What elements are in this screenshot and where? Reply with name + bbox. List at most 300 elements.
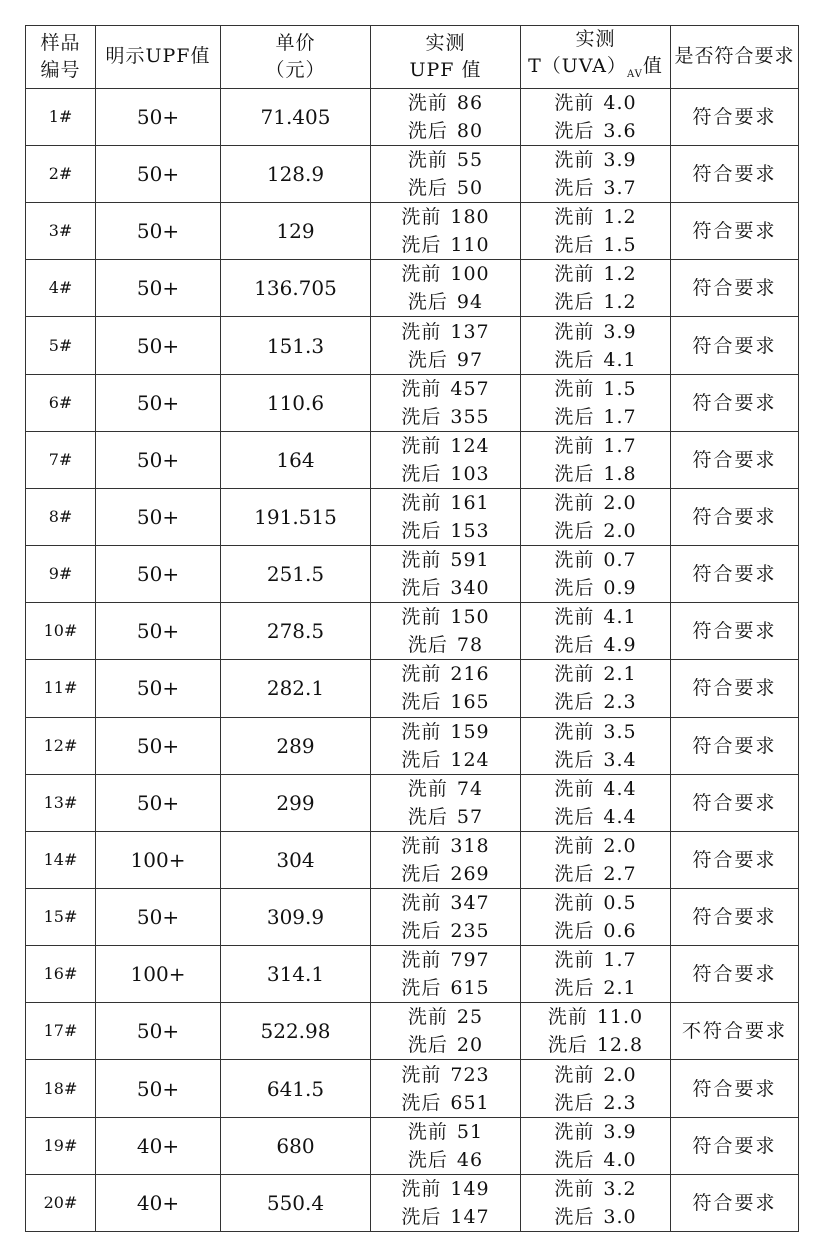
measured-upf-cell (371, 946, 521, 1003)
header-price-line1: 单价 (275, 31, 316, 54)
wash-after-label: 洗后 (554, 805, 595, 828)
measured-upf-cell (371, 660, 521, 717)
sample-no-cell: 8# (26, 488, 96, 545)
wash-before-label: 洗前 (554, 1120, 595, 1143)
tuva-before-line (521, 318, 670, 346)
wash-before-label: 洗前 (554, 1063, 595, 1086)
wash-before-label: 洗前 (401, 263, 442, 286)
table-row (26, 1174, 799, 1231)
sample-no-cell: 6# (26, 374, 96, 431)
header-measured-upf-line2: UPF 值 (409, 58, 482, 81)
sample-no-cell: 5# (26, 317, 96, 374)
measured-upf-cell (371, 603, 521, 660)
measured-upf-cell (371, 374, 521, 431)
table-row (26, 260, 799, 317)
wash-before-label: 洗前 (401, 320, 442, 343)
tuva-before-line (521, 889, 670, 917)
wash-after-label: 洗后 (554, 920, 595, 943)
wash-before-label: 洗前 (554, 720, 595, 743)
upf-after-line (371, 403, 520, 431)
wash-after-label: 洗后 (554, 634, 595, 657)
price-cell: 299 (221, 774, 371, 831)
upf-before-value: 591 (450, 549, 490, 572)
tuva-before-line (521, 146, 670, 174)
header-measured-upf (371, 26, 521, 89)
tuva-before-value: 2.0 (603, 834, 637, 857)
upf-before-line (371, 432, 520, 460)
upf-before-line (371, 718, 520, 746)
measured-upf-cell (371, 88, 521, 145)
upf-after-value: 110 (450, 234, 490, 257)
wash-before-label: 洗前 (554, 434, 595, 457)
table-row (26, 374, 799, 431)
wash-before-label: 洗前 (554, 320, 595, 343)
wash-before-label: 洗前 (407, 1006, 448, 1029)
header-tuva-subscript: AV (626, 68, 643, 80)
tuva-after-line (521, 688, 670, 716)
wash-before-label: 洗前 (401, 892, 442, 915)
wash-after-label: 洗后 (554, 291, 595, 314)
sample-no-cell: 4# (26, 260, 96, 317)
upf-after-line (371, 860, 520, 888)
upf-before-line (371, 660, 520, 688)
upf-after-value: 153 (450, 519, 490, 542)
wash-before-label: 洗前 (401, 377, 442, 400)
price-cell: 251.5 (221, 546, 371, 603)
measured-tuva-cell (521, 1174, 671, 1231)
header-sample-no (26, 26, 96, 89)
tuva-after-line (521, 746, 670, 774)
table-row (26, 203, 799, 260)
tuva-after-line (521, 1089, 670, 1117)
upf-after-value: 147 (450, 1205, 490, 1228)
tuva-after-value: 3.7 (603, 177, 637, 200)
upf-before-value: 457 (450, 377, 490, 400)
label-upf-cell: 50+ (96, 88, 221, 145)
tuva-before-line (521, 89, 670, 117)
table-row (26, 946, 799, 1003)
label-upf-cell: 50+ (96, 717, 221, 774)
tuva-before-value: 11.0 (596, 1006, 644, 1029)
wash-after-label: 洗后 (554, 462, 595, 485)
tuva-before-value: 2.0 (603, 491, 637, 514)
upf-before-line (371, 1118, 520, 1146)
upf-after-line (371, 346, 520, 374)
result-cell: 符合要求 (671, 603, 799, 660)
tuva-before-line (521, 432, 670, 460)
tuva-after-value: 3.4 (603, 748, 637, 771)
upf-after-value: 615 (450, 977, 490, 1000)
upf-before-line (371, 1175, 520, 1203)
wash-before-label: 洗前 (554, 606, 595, 629)
upf-before-value: 137 (450, 320, 490, 343)
wash-after-label: 洗后 (401, 920, 442, 943)
upf-after-value: 20 (456, 1034, 484, 1057)
result-cell: 符合要求 (671, 488, 799, 545)
price-cell: 304 (221, 831, 371, 888)
upf-before-value: 216 (450, 663, 490, 686)
wash-after-label: 洗后 (554, 748, 595, 771)
tuva-after-value: 4.0 (603, 1148, 637, 1171)
sample-no-cell: 18# (26, 1060, 96, 1117)
measured-upf-cell (371, 1117, 521, 1174)
tuva-after-line (521, 917, 670, 945)
wash-after-label: 洗后 (401, 862, 442, 885)
table-row (26, 431, 799, 488)
upf-after-value: 124 (450, 748, 490, 771)
result-cell: 符合要求 (671, 546, 799, 603)
upf-before-value: 723 (450, 1063, 490, 1086)
tuva-after-value: 12.8 (596, 1034, 644, 1057)
wash-after-label: 洗后 (407, 348, 448, 371)
upf-before-line (371, 89, 520, 117)
wash-before-label: 洗前 (407, 777, 448, 800)
tuva-before-value: 2.1 (603, 663, 637, 686)
upf-after-line (371, 746, 520, 774)
wash-before-label: 洗前 (401, 549, 442, 572)
upf-after-value: 235 (450, 920, 490, 943)
tuva-after-value: 1.2 (603, 291, 637, 314)
price-cell: 71.405 (221, 88, 371, 145)
result-cell: 符合要求 (671, 374, 799, 431)
table-row (26, 774, 799, 831)
tuva-after-value: 2.3 (603, 691, 637, 714)
price-cell: 282.1 (221, 660, 371, 717)
wash-after-label: 洗后 (554, 1091, 595, 1114)
upf-before-line (371, 889, 520, 917)
upf-after-line (371, 231, 520, 259)
wash-after-label: 洗后 (554, 234, 595, 257)
upf-after-value: 57 (456, 805, 484, 828)
upf-after-line (371, 1203, 520, 1231)
tuva-after-value: 1.7 (603, 405, 637, 428)
measured-upf-cell (371, 717, 521, 774)
result-cell: 符合要求 (671, 1174, 799, 1231)
price-cell: 278.5 (221, 603, 371, 660)
upf-before-value: 347 (450, 892, 490, 915)
upf-before-value: 100 (450, 263, 490, 286)
wash-before-label: 洗前 (407, 149, 448, 172)
result-cell: 符合要求 (671, 145, 799, 202)
wash-before-label: 洗前 (401, 491, 442, 514)
tuva-before-line (521, 203, 670, 231)
wash-after-label: 洗后 (401, 577, 442, 600)
result-cell: 符合要求 (671, 1117, 799, 1174)
upf-before-value: 124 (450, 434, 490, 457)
tuva-after-value: 4.4 (603, 805, 637, 828)
result-cell: 符合要求 (671, 88, 799, 145)
tuva-before-line (521, 375, 670, 403)
wash-before-label: 洗前 (554, 377, 595, 400)
upf-before-line (371, 375, 520, 403)
tuva-after-value: 4.1 (603, 348, 637, 371)
tuva-after-value: 4.9 (603, 634, 637, 657)
upf-before-line (371, 775, 520, 803)
wash-before-label: 洗前 (547, 1006, 588, 1029)
result-cell: 符合要求 (671, 1060, 799, 1117)
label-upf-cell: 50+ (96, 374, 221, 431)
measured-tuva-cell (521, 1003, 671, 1060)
measured-upf-cell (371, 431, 521, 488)
wash-after-label: 洗后 (554, 1148, 595, 1171)
label-upf-cell: 50+ (96, 1003, 221, 1060)
measured-tuva-cell (521, 488, 671, 545)
result-cell: 符合要求 (671, 888, 799, 945)
price-cell: 129 (221, 203, 371, 260)
tuva-after-line (521, 288, 670, 316)
tuva-before-value: 0.5 (603, 892, 637, 915)
measured-tuva-cell (521, 260, 671, 317)
wash-before-label: 洗前 (407, 91, 448, 114)
tuva-after-line (521, 803, 670, 831)
wash-before-label: 洗前 (554, 149, 595, 172)
label-upf-cell: 50+ (96, 888, 221, 945)
result-cell: 符合要求 (671, 946, 799, 1003)
wash-after-label: 洗后 (407, 119, 448, 142)
measured-upf-cell (371, 546, 521, 603)
price-cell: 680 (221, 1117, 371, 1174)
upf-before-line (371, 1003, 520, 1031)
wash-before-label: 洗前 (401, 1177, 442, 1200)
wash-before-label: 洗前 (401, 606, 442, 629)
wash-before-label: 洗前 (554, 834, 595, 857)
measured-tuva-cell (521, 774, 671, 831)
label-upf-cell: 50+ (96, 546, 221, 603)
tuva-after-value: 1.5 (603, 234, 637, 257)
tuva-before-value: 3.9 (603, 149, 637, 172)
table-row (26, 1117, 799, 1174)
table-row (26, 603, 799, 660)
table-row (26, 831, 799, 888)
table-row (26, 717, 799, 774)
price-cell: 128.9 (221, 145, 371, 202)
tuva-before-value: 1.2 (603, 263, 637, 286)
measured-upf-cell (371, 1174, 521, 1231)
upf-after-line (371, 288, 520, 316)
tuva-before-line (521, 660, 670, 688)
tuva-before-line (521, 1175, 670, 1203)
tuva-before-line (521, 546, 670, 574)
tuva-before-value: 3.2 (603, 1177, 637, 1200)
result-cell: 符合要求 (671, 203, 799, 260)
wash-after-label: 洗后 (554, 862, 595, 885)
table-row (26, 546, 799, 603)
tuva-before-value: 2.0 (603, 1063, 637, 1086)
measured-upf-cell (371, 317, 521, 374)
wash-before-label: 洗前 (401, 949, 442, 972)
wash-after-label: 洗后 (554, 691, 595, 714)
upf-after-value: 80 (456, 119, 484, 142)
table-row (26, 488, 799, 545)
wash-after-label: 洗后 (554, 1205, 595, 1228)
label-upf-cell: 50+ (96, 660, 221, 717)
header-measured-tuva (521, 26, 671, 89)
tuva-after-line (521, 231, 670, 259)
sample-no-cell: 9# (26, 546, 96, 603)
upf-after-value: 269 (450, 862, 490, 885)
header-row (26, 26, 799, 89)
upf-after-value: 165 (450, 691, 490, 714)
table-row (26, 145, 799, 202)
upf-before-line (371, 318, 520, 346)
price-cell: 289 (221, 717, 371, 774)
wash-after-label: 洗后 (554, 519, 595, 542)
price-cell: 151.3 (221, 317, 371, 374)
price-cell: 110.6 (221, 374, 371, 431)
wash-after-label: 洗后 (407, 1034, 448, 1057)
table-row (26, 888, 799, 945)
tuva-after-line (521, 1146, 670, 1174)
tuva-before-line (521, 489, 670, 517)
tuva-after-line (521, 974, 670, 1002)
measured-upf-cell (371, 1060, 521, 1117)
price-cell: 522.98 (221, 1003, 371, 1060)
wash-before-label: 洗前 (554, 206, 595, 229)
wash-before-label: 洗前 (554, 91, 595, 114)
upf-before-value: 25 (456, 1006, 484, 1029)
price-cell: 550.4 (221, 1174, 371, 1231)
wash-before-label: 洗前 (554, 263, 595, 286)
tuva-before-value: 0.7 (603, 549, 637, 572)
wash-after-label: 洗后 (407, 1148, 448, 1171)
tuva-after-value: 2.0 (603, 519, 637, 542)
upf-test-results-table (25, 25, 799, 1232)
upf-after-line (371, 631, 520, 659)
sample-no-cell: 3# (26, 203, 96, 260)
upf-after-line (371, 974, 520, 1002)
result-cell: 符合要求 (671, 831, 799, 888)
measured-tuva-cell (521, 831, 671, 888)
tuva-after-line (521, 403, 670, 431)
measured-tuva-cell (521, 374, 671, 431)
upf-before-value: 74 (456, 777, 484, 800)
sample-no-cell: 15# (26, 888, 96, 945)
upf-after-value: 46 (456, 1148, 484, 1171)
upf-after-line (371, 1089, 520, 1117)
header-result: 是否符合要求 (671, 26, 799, 89)
tuva-before-value: 4.4 (603, 777, 637, 800)
upf-before-value: 86 (456, 91, 484, 114)
upf-before-value: 150 (450, 606, 490, 629)
wash-before-label: 洗前 (554, 892, 595, 915)
upf-after-line (371, 574, 520, 602)
label-upf-cell: 50+ (96, 431, 221, 488)
measured-tuva-cell (521, 88, 671, 145)
upf-after-line (371, 1146, 520, 1174)
measured-tuva-cell (521, 888, 671, 945)
wash-after-label: 洗后 (407, 805, 448, 828)
price-cell: 314.1 (221, 946, 371, 1003)
upf-after-line (371, 117, 520, 145)
sample-no-cell: 13# (26, 774, 96, 831)
table-row (26, 1003, 799, 1060)
upf-before-value: 797 (450, 949, 490, 972)
measured-tuva-cell (521, 145, 671, 202)
label-upf-cell: 50+ (96, 774, 221, 831)
label-upf-cell: 50+ (96, 603, 221, 660)
table-row (26, 317, 799, 374)
label-upf-cell: 40+ (96, 1174, 221, 1231)
measured-upf-cell (371, 203, 521, 260)
wash-before-label: 洗前 (401, 663, 442, 686)
price-cell: 136.705 (221, 260, 371, 317)
tuva-after-value: 2.1 (603, 977, 637, 1000)
tuva-after-value: 2.3 (603, 1091, 637, 1114)
tuva-after-line (521, 1031, 670, 1059)
tuva-before-line (521, 260, 670, 288)
label-upf-cell: 50+ (96, 145, 221, 202)
tuva-after-line (521, 1203, 670, 1231)
measured-tuva-cell (521, 946, 671, 1003)
wash-after-label: 洗后 (401, 462, 442, 485)
upf-before-value: 318 (450, 834, 490, 857)
wash-before-label: 洗前 (554, 663, 595, 686)
wash-after-label: 洗后 (554, 577, 595, 600)
wash-after-label: 洗后 (401, 691, 442, 714)
label-upf-cell: 100+ (96, 831, 221, 888)
tuva-before-value: 3.5 (603, 720, 637, 743)
tuva-after-line (521, 860, 670, 888)
wash-after-label: 洗后 (554, 177, 595, 200)
result-cell: 符合要求 (671, 774, 799, 831)
label-upf-cell: 50+ (96, 1060, 221, 1117)
header-measured-tuva-line1: 实测 (575, 28, 616, 50)
wash-before-label: 洗前 (554, 491, 595, 514)
wash-before-label: 洗前 (554, 549, 595, 572)
tuva-before-line (521, 603, 670, 631)
tuva-before-line (521, 775, 670, 803)
price-cell: 191.515 (221, 488, 371, 545)
upf-before-value: 149 (450, 1177, 490, 1200)
upf-before-line (371, 489, 520, 517)
upf-after-line (371, 688, 520, 716)
table-body (26, 88, 799, 1231)
header-tuva-main: T（UVA） (528, 55, 627, 77)
tuva-after-value: 3.6 (603, 119, 637, 142)
sample-no-cell: 1# (26, 88, 96, 145)
wash-after-label: 洗后 (401, 1205, 442, 1228)
upf-after-value: 355 (450, 405, 490, 428)
tuva-before-value: 3.9 (603, 320, 637, 343)
wash-after-label: 洗后 (547, 1034, 588, 1057)
header-price-line2: （元） (265, 58, 326, 81)
sample-no-cell: 19# (26, 1117, 96, 1174)
sample-no-cell: 16# (26, 946, 96, 1003)
upf-after-value: 340 (450, 577, 490, 600)
tuva-after-line (521, 631, 670, 659)
wash-before-label: 洗前 (554, 949, 595, 972)
sample-no-cell: 10# (26, 603, 96, 660)
sample-no-cell: 11# (26, 660, 96, 717)
header-tuva-suffix: 值 (642, 55, 663, 77)
upf-after-line (371, 460, 520, 488)
tuva-after-value: 3.0 (603, 1205, 637, 1228)
tuva-before-value: 4.0 (603, 91, 637, 114)
label-upf-cell: 40+ (96, 1117, 221, 1174)
sample-no-cell: 7# (26, 431, 96, 488)
sample-no-cell: 14# (26, 831, 96, 888)
tuva-before-value: 3.9 (603, 1120, 637, 1143)
wash-before-label: 洗前 (401, 834, 442, 857)
upf-after-line (371, 517, 520, 545)
sample-no-cell: 20# (26, 1174, 96, 1231)
wash-after-label: 洗后 (554, 405, 595, 428)
result-cell: 符合要求 (671, 717, 799, 774)
tuva-before-line (521, 832, 670, 860)
tuva-before-line (521, 946, 670, 974)
upf-before-line (371, 832, 520, 860)
upf-before-value: 55 (456, 149, 484, 172)
